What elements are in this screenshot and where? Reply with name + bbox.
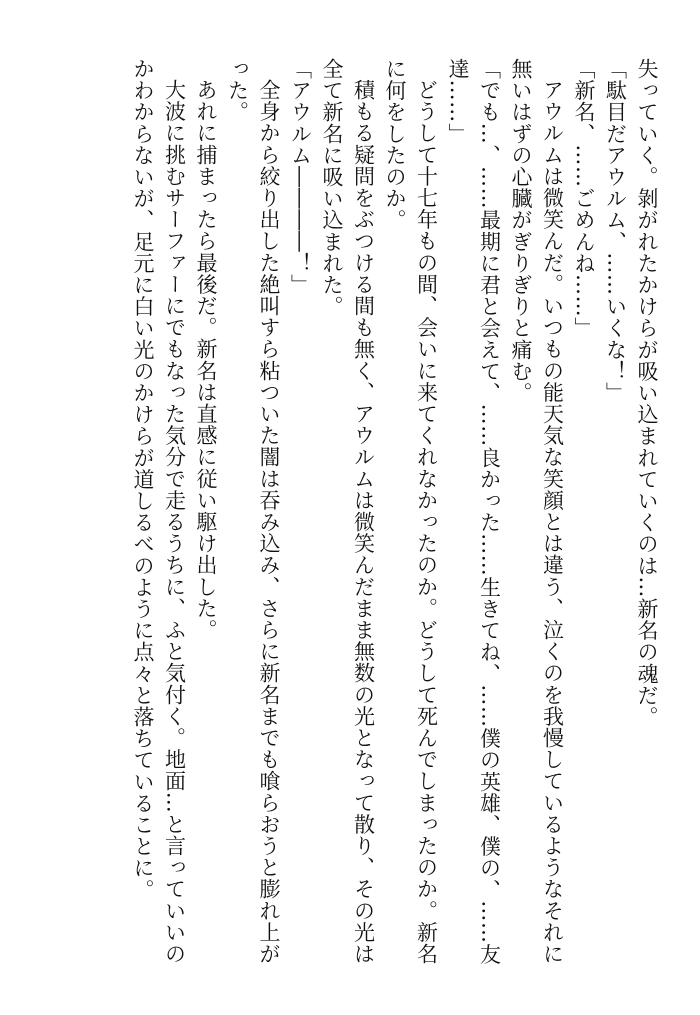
text-line: 「でも…、……最期に君と会えて、……良かった……生きてね、……僕の英雄、僕の、……友 (477, 58, 502, 966)
text-line: 積もる疑問をぶつける間も無く、アウルムは微笑んだまま無数の光となって散り、その光は (351, 79, 376, 965)
text-line: 失っていく。剝がれたかけらが吸い込まれていくのは…新名の魂だ。 (635, 58, 659, 728)
text-line: かわからないが、足元に白い光のかけらが道しるべのように点々と落ちていることに。 (131, 58, 155, 901)
text-line: 無いはずの心臓がぎりぎりと痛む。 (509, 58, 533, 404)
text-line: に何をしたのか。 (383, 58, 407, 231)
text-line: 全て新名に吸い込まれた。 (320, 58, 344, 318)
text-line: 大波に挑むサーファーにでもなった気分で走るうちに、ふと気付く。地面…と言っていいの (162, 79, 187, 965)
vertical-text-body (38, 58, 662, 978)
text-line: った。 (225, 58, 250, 123)
text-line: 全身から絞り出した絶叫すら粘ついた闇は吞み込み、さらに新名までも喰らおうと膨れ上が (257, 79, 281, 965)
text-line: 「駄目だアウルム、……いくな！」 (603, 58, 628, 404)
text-line: あれに捕まったら最後だ。新名は直感に従い駆け出した。 (194, 79, 218, 641)
text-line: 達……」 (446, 58, 470, 145)
text-line: 「アウルム――――！」 (288, 58, 313, 296)
text-line: どうして十七年もの間、会いに来てくれなかったのか。どうして死んでしまったのか。新名 (414, 79, 439, 965)
text-line: アウルムは微笑んだ。いつもの能天気な笑顔とは違う、泣くのを我慢しているようなそれに (540, 79, 565, 965)
text-line: 「新名、……ごめんね……」 (572, 58, 596, 339)
